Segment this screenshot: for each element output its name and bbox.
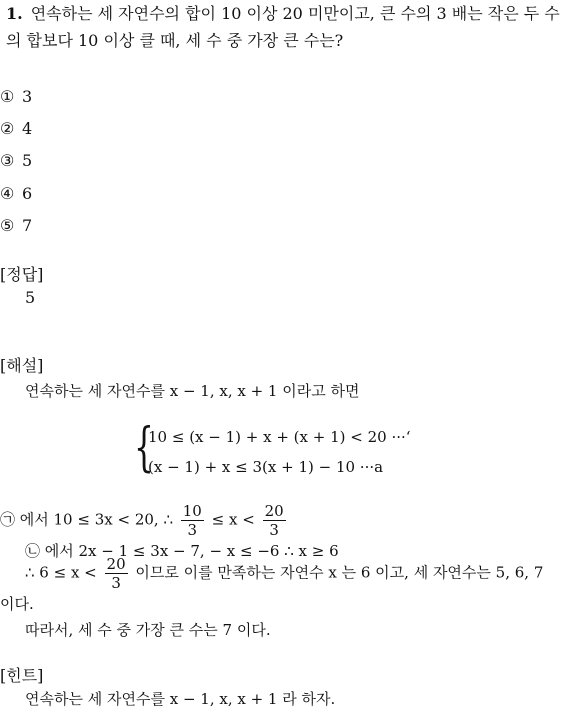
hint-label: [힌트]	[0, 666, 44, 685]
equation-2: (x − 1) + x ≤ 3(x + 1) − 10 ···a	[148, 458, 384, 476]
question-text: 1. 연속하는 세 자연수의 합이 10 이상 20 미만이고, 큰 수의 3 배는 작은 두 수의 합보다 10 이상 클 때, 세 수 중 가장 큰 수는?	[6, 4, 560, 50]
option-5[interactable]: ⑤ 7	[0, 216, 33, 235]
solution-step-3-cont: 이다.	[0, 595, 34, 613]
fraction-20-3-b: $\frac{20}{3}$	[106, 555, 126, 592]
solution-step-2: ㉡ 에서 2x − 1 ≤ 3x − 7, − x ≤ −6 ∴ x ≥ 6	[25, 542, 339, 560]
fraction-20-3: $\frac{20}{3}$	[264, 502, 284, 539]
hint-text: 연속하는 세 자연수를 x − 1, x, x + 1 라 하자.	[25, 690, 336, 708]
system-brace: {	[134, 418, 154, 478]
answer-label: [정답]	[0, 265, 44, 284]
solution-conclusion: 따라서, 세 수 중 가장 큰 수는 7 이다.	[25, 621, 271, 639]
answer-value: 5	[25, 288, 36, 307]
solution-intro: 연속하는 세 자연수를 x − 1, x, x + 1 이라고 하면	[25, 382, 360, 400]
option-4[interactable]: ④ 6	[0, 184, 33, 203]
solution-step-3: ∴ 6 ≤ x < $\frac{20}{3}$ 이므로 이를 만족하는 자연수 x 는 6 이고, 세 자연수는 5, 6, 7	[25, 555, 544, 592]
option-3[interactable]: ③ 5	[0, 151, 33, 170]
option-2[interactable]: ② 4	[0, 119, 33, 138]
equation-1: 10 ≤ (x − 1) + x + (x + 1) < 20 ···‘	[148, 428, 411, 446]
solution-step-1: ㉠ 에서 10 ≤ 3x < 20, ∴ $\frac{10}{3}$ ≤ x < $\frac{20}{3}$	[0, 502, 284, 539]
fraction-10-3: $\frac{10}{3}$	[182, 502, 202, 539]
option-1[interactable]: ① 3	[0, 87, 33, 106]
solution-label: [해설]	[0, 356, 44, 375]
question-number: 1.	[6, 4, 23, 23]
